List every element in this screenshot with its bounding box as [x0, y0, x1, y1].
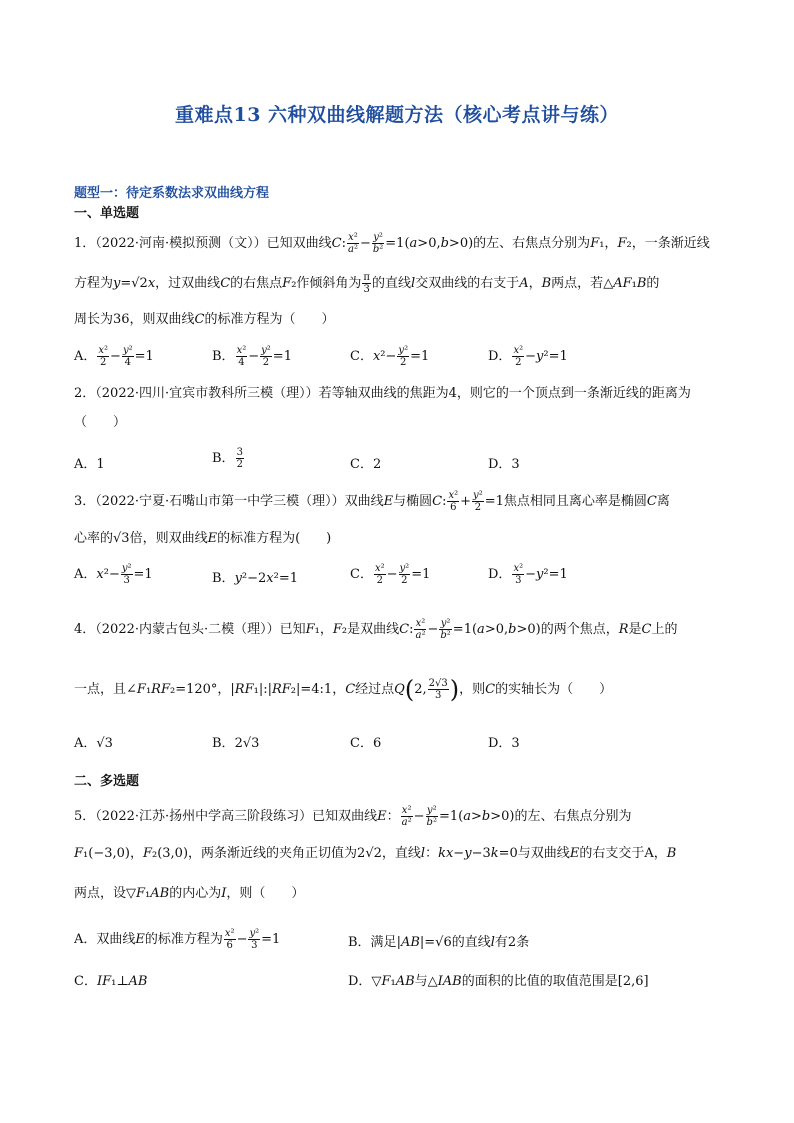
- q4-option-a[interactable]: A．√3: [74, 736, 113, 751]
- q4-option-d[interactable]: D．3: [488, 736, 520, 751]
- q3-line1: 3．（2022·宁夏·石嘴山市第一中学三模（理））双曲线E与椭圆C: $\frac{\text{x²}}{6}$ + $\frac{\text{y²}}{2}$ =1焦点相同且离心率是椭圆C离: [74, 490, 670, 513]
- q2-line1: 2．（2022·四川·宜宾市教科所三模（理））若等轴双曲线的焦距为4，则它的一个顶点到一条渐近线的距离为: [74, 386, 691, 401]
- q3-option-a[interactable]: A．x²− $\frac{\text{y²}}{3}$ =1: [74, 563, 153, 586]
- q5-line1: 5．（2022·江苏·扬州中学高三阶段练习）已知双曲线E： $\frac{\text{x²}}{\text{a²}}$ − $\frac{\text{y²}}{\text{b²}}$ =1(a>b>0)的左、右焦点分别为: [74, 805, 632, 828]
- q1-option-d[interactable]: D． $\frac{\text{x²}}{2}$ −y²=1: [488, 345, 568, 368]
- q3-option-b[interactable]: B．y²−2x²=1: [212, 571, 299, 586]
- q2-option-b[interactable]: B． $\frac{3}{2}$: [212, 447, 243, 470]
- q5-option-a[interactable]: A．双曲线E的标准方程为 $\frac{\text{x²}}{6}$ − $\frac{\text{y²}}{3}$ =1: [74, 928, 281, 951]
- q4-option-b[interactable]: B．2√3: [212, 736, 260, 751]
- part-heading-single-choice: 一、单选题: [74, 206, 140, 221]
- part-heading-multiple-choice: 二、多选题: [74, 774, 140, 789]
- q5-option-b[interactable]: B．满足|AB|=√6的直线l有2条: [348, 935, 530, 950]
- q4-option-c[interactable]: C．6: [350, 736, 382, 751]
- q1-line1: 1．（2022·河南·模拟预测（文））已知双曲线C: $\frac{\text{x²}}{\text{a²}}$ − $\frac{\text{y²}}{\text{b²}}$ =1(a>0,b>0)的左、右焦点分别为F₁，F₂，一条渐近线: [74, 232, 710, 255]
- q1-line2: 方程为y=√2x，过双曲线C的右焦点F₂作倾斜角为 $\frac{\pi}{3}$ 的直线l交双曲线的右支于A，B两点，若△AF₁B的: [74, 272, 660, 295]
- q4-line2: 一点，且∠F₁RF₂=120°，|RF₁|:|RF₂|=4:1，C经过点Q(2, $\frac{2√3}{3}$ )，则C的实轴长为（ ）: [74, 675, 613, 704]
- q2-option-d[interactable]: D．3: [488, 457, 520, 472]
- q5-line2: F₁(−3,0)，F₂(3,0)，两条渐近线的夹角正切值为2√2，直线l：kx−y−3k=0与双曲线E的右支交于A，B: [74, 846, 677, 861]
- q4-line1: 4．（2022·内蒙古包头·二模（理））已知F₁，F₂是双曲线C: $\frac{\text{x²}}{\text{a²}}$ − $\frac{\text{y²}}{\text{b²}}$ =1(a>0,b>0)的两个焦点，R是C上的: [74, 618, 678, 641]
- q1-option-c[interactable]: C．x²− $\frac{\text{y²}}{2}$ =1: [350, 345, 430, 368]
- q1-option-a[interactable]: A． $\frac{\text{x²}}{2}$ − $\frac{\text{y²}}{4}$ =1: [74, 345, 154, 368]
- page-title: 重难点13 六种双曲线解题方法（核心考点讲与练）: [174, 104, 620, 126]
- q2-option-c[interactable]: C．2: [350, 457, 382, 472]
- q5-option-d[interactable]: D．▽F₁AB与△IAB的面积的比值的取值范围是[2,6]: [348, 974, 649, 989]
- q2-option-a[interactable]: A．1: [74, 457, 105, 472]
- q3-line2: 心率的√3倍，则双曲线E的标准方程为( ): [74, 531, 332, 546]
- q3-option-c[interactable]: C． $\frac{\text{x²}}{2}$ − $\frac{\text{y²}}{2}$ =1: [350, 563, 431, 586]
- q5-line3: 两点，设▽F₁AB的内心为I，则（ ）: [74, 886, 305, 901]
- q5-option-c[interactable]: C．IF₁⊥AB: [74, 974, 148, 989]
- q1-option-b[interactable]: B． $\frac{\text{x²}}{4}$ − $\frac{\text{y²}}{2}$ =1: [212, 345, 292, 368]
- section-heading: 题型一：待定系数法求双曲线方程: [74, 186, 270, 201]
- q2-line2: （ ）: [74, 415, 127, 430]
- q3-option-d[interactable]: D． $\frac{\text{x²}}{3}$ −y²=1: [488, 563, 568, 586]
- q1-line3: 周长为36，则双曲线C的标准方程为（ ）: [74, 312, 335, 327]
